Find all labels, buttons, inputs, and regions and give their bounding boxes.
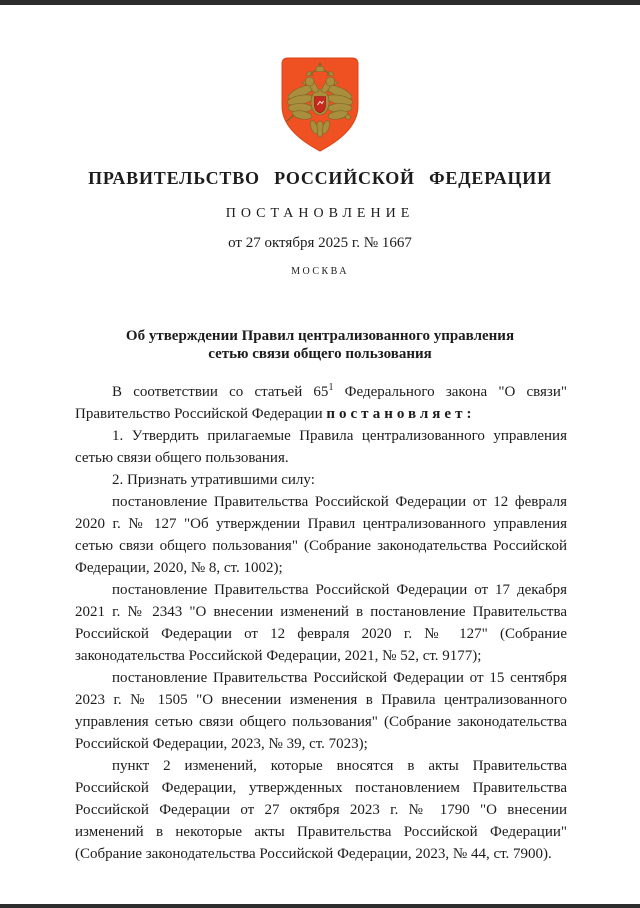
document-title-line1: Об утверждении Правил централизованного управления [125, 328, 515, 344]
document-body [75, 381, 567, 865]
intro-text-after-footnote: Федерального закона "О связи" Правительство Российской Федерации [75, 384, 567, 422]
intro-text-before-footnote: В соответствии со статьей 65 [112, 384, 329, 400]
resolves-word: постановляет: [326, 406, 476, 422]
paragraph-citation-1790: пункт 2 изменений, которые вносятся в акты Правительства Российской Федерации, утвержденных постановлением Правительства Российской Федерации от 27 октября 2023 г. № 1790 "О внесении изменений в некоторые акты Правительства Российской Федерации" (Собрание законодательства Российской Федерации, 2023, № 44, ст. 7900). [75, 758, 567, 862]
document-title-line2: сетью связи общего пользования [208, 346, 432, 362]
intro-paragraph [75, 381, 567, 425]
paragraph-item-1: 1. Утвердить прилагаемые Правила централизованного управления сетью связи общего пользования. [75, 428, 567, 466]
footnote-superscript: 1 [328, 382, 334, 393]
inner-shield [315, 97, 326, 114]
scan-edge-top [0, 0, 640, 5]
scan-edge-bottom [0, 904, 640, 908]
issuing-authority: ПРАВИТЕЛЬСТВО РОССИЙСКОЙ ФЕДЕРАЦИИ [88, 168, 552, 188]
document-date-number: от 27 октября 2025 г. № 1667 [228, 235, 412, 251]
document-city: МОСКВА [291, 266, 349, 277]
coat-of-arms [275, 55, 365, 155]
paragraph-citation-2343: постановление Правительства Российской Федерации от 17 декабря 2021 г. № 2343 "О внесении изменений в постановление Правительства Российской Федерации от 12 февраля 2020 г. № 127" (Собрание законодательства Российской Федерации, 2021, № 52, ст. 9177); [75, 582, 567, 664]
document-type: ПОСТАНОВЛЕНИЕ [225, 206, 415, 221]
paragraph-citation-1505: постановление Правительства Российской Федерации от 15 сентября 2023 г. № 1505 "О внесении изменения в Правила централизованного управления сетью связи общего пользования" (Собрание законодательства Российской Федерации, 2023, № 39, ст. 7023); [75, 670, 567, 752]
paragraph-item-2: 2. Признать утратившими силу: [112, 472, 315, 488]
paragraph-citation-127: постановление Правительства Российской Федерации от 12 февраля 2020 г. № 127 "Об утверждении Правил централизованного управления сетью связи общего пользования" (Собрание законодательства Российской Федерации, 2020, № 8, ст. 1002); [75, 494, 567, 576]
document-title [0, 327, 640, 363]
double-headed-eagle-icon [275, 55, 365, 155]
